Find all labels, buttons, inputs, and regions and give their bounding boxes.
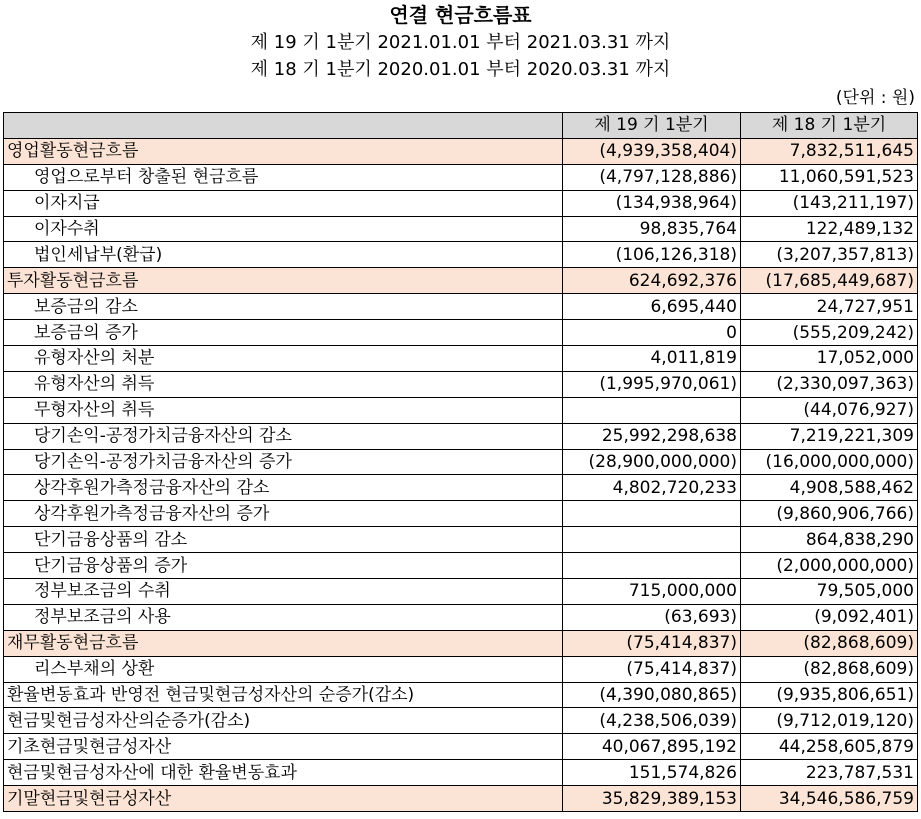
- row-prior: (3,207,357,813): [741, 242, 918, 268]
- header-current: 제 19 기 1분기: [563, 113, 741, 139]
- table-row: [4, 397, 918, 423]
- row-current: 25,992,298,638: [563, 423, 741, 449]
- row-current: [563, 553, 741, 579]
- row-prior: (9,935,806,651): [741, 682, 918, 708]
- row-prior: (44,076,927): [741, 397, 918, 423]
- row-current: 0: [563, 320, 741, 346]
- header-blank: [4, 113, 563, 139]
- table-row: [4, 216, 918, 242]
- table-row: [4, 501, 918, 527]
- table-row: [4, 320, 918, 346]
- row-label: 당기손익-공정가치금융자산의 증가: [4, 449, 563, 475]
- row-current: 715,000,000: [563, 579, 741, 605]
- row-current: [563, 397, 741, 423]
- row-prior: 44,258,605,879: [741, 734, 918, 760]
- row-prior: 7,832,511,645: [741, 138, 918, 164]
- table-row: [4, 682, 918, 708]
- table-row: [4, 604, 918, 630]
- row-label: 재무활동현금흐름: [4, 630, 563, 656]
- row-current: 4,011,819: [563, 346, 741, 372]
- row-current: [563, 527, 741, 553]
- table-row: [4, 164, 918, 190]
- row-label: 영업으로부터 창출된 현금흐름: [4, 164, 563, 190]
- table-row: [4, 449, 918, 475]
- row-current: (4,797,128,886): [563, 164, 741, 190]
- row-current: 35,829,389,153: [563, 786, 741, 812]
- row-prior: (143,211,197): [741, 190, 918, 216]
- row-current: (4,939,358,404): [563, 138, 741, 164]
- period-current: 제 19 기 1분기 2021.01.01 부터 2021.03.31 까지: [250, 32, 671, 53]
- row-prior: 17,052,000: [741, 346, 918, 372]
- row-prior: 864,838,290: [741, 527, 918, 553]
- row-current: (75,414,837): [563, 656, 741, 682]
- row-label: 영업활동현금흐름: [4, 138, 563, 164]
- row-label: 단기금융상품의 감소: [4, 527, 563, 553]
- table-row: [4, 734, 918, 760]
- table-row: [4, 475, 918, 501]
- row-prior: 7,219,221,309: [741, 423, 918, 449]
- row-label: 현금및현금성자산의순증가(감소): [4, 708, 563, 734]
- row-prior: 11,060,591,523: [741, 164, 918, 190]
- row-label: 상각후원가측정금융자산의 증가: [4, 501, 563, 527]
- row-current: [563, 501, 741, 527]
- row-current: (28,900,000,000): [563, 449, 741, 475]
- row-current: 6,695,440: [563, 294, 741, 320]
- table-row: [4, 579, 918, 605]
- row-current: 98,835,764: [563, 216, 741, 242]
- table-row: [4, 656, 918, 682]
- row-label: 보증금의 감소: [4, 294, 563, 320]
- table-row: [4, 423, 918, 449]
- row-prior: (9,712,019,120): [741, 708, 918, 734]
- row-label: 정부보조금의 수취: [4, 579, 563, 605]
- row-label: 기초현금및현금성자산: [4, 734, 563, 760]
- row-current: (1,995,970,061): [563, 371, 741, 397]
- table-row: [4, 553, 918, 579]
- row-current: 4,802,720,233: [563, 475, 741, 501]
- row-current: 624,692,376: [563, 268, 741, 294]
- table-row: [4, 760, 918, 786]
- row-label: 법인세납부(환급): [4, 242, 563, 268]
- table-row: [4, 190, 918, 216]
- row-prior: (82,868,609): [741, 656, 918, 682]
- row-current: (134,938,964): [563, 190, 741, 216]
- row-prior: 24,727,951: [741, 294, 918, 320]
- row-current: (63,693): [563, 604, 741, 630]
- row-prior: 4,908,588,462: [741, 475, 918, 501]
- cash-flow-table: [3, 112, 918, 812]
- row-label: 당기손익-공정가치금융자산의 감소: [4, 423, 563, 449]
- row-prior: 79,505,000: [741, 579, 918, 605]
- row-prior: (16,000,000,000): [741, 449, 918, 475]
- row-prior: 122,489,132: [741, 216, 918, 242]
- table-row: [4, 268, 918, 294]
- row-label: 유형자산의 취득: [4, 371, 563, 397]
- row-prior: (2,000,000,000): [741, 553, 918, 579]
- row-label: 단기금융상품의 증가: [4, 553, 563, 579]
- row-current: 151,574,826: [563, 760, 741, 786]
- row-label: 이자수취: [4, 216, 563, 242]
- row-current: (106,126,318): [563, 242, 741, 268]
- row-prior: (17,685,449,687): [741, 268, 918, 294]
- header-prior: 제 18 기 1분기: [741, 113, 918, 139]
- table-row: [4, 294, 918, 320]
- table-row: [4, 346, 918, 372]
- unit-label: (단위 : 원): [835, 88, 915, 108]
- row-label: 보증금의 증가: [4, 320, 563, 346]
- table-row: [4, 138, 918, 164]
- row-current: (4,238,506,039): [563, 708, 741, 734]
- row-label: 유형자산의 처분: [4, 346, 563, 372]
- row-label: 환율변동효과 반영전 현금및현금성자산의 순증가(감소): [4, 682, 563, 708]
- table-row: [4, 371, 918, 397]
- row-label: 상각후원가측정금융자산의 감소: [4, 475, 563, 501]
- row-prior: 223,787,531: [741, 760, 918, 786]
- row-label: 이자지급: [4, 190, 563, 216]
- table-row: [4, 786, 918, 812]
- table-header-row: [4, 113, 918, 139]
- row-label: 투자활동현금흐름: [4, 268, 563, 294]
- row-prior: (9,092,401): [741, 604, 918, 630]
- row-current: (4,390,080,865): [563, 682, 741, 708]
- row-current: (75,414,837): [563, 630, 741, 656]
- row-prior: (555,209,242): [741, 320, 918, 346]
- table-row: [4, 708, 918, 734]
- table-row: [4, 630, 918, 656]
- statement-title: 연결 현금흐름표: [389, 3, 532, 27]
- row-label: 기말현금및현금성자산: [4, 786, 563, 812]
- row-prior: 34,546,586,759: [741, 786, 918, 812]
- row-label: 리스부채의 상환: [4, 656, 563, 682]
- row-prior: (2,330,097,363): [741, 371, 918, 397]
- row-label: 현금및현금성자산에 대한 환율변동효과: [4, 760, 563, 786]
- row-label: 정부보조금의 사용: [4, 604, 563, 630]
- table-row: [4, 527, 918, 553]
- row-current: 40,067,895,192: [563, 734, 741, 760]
- row-prior: (9,860,906,766): [741, 501, 918, 527]
- period-prior: 제 18 기 1분기 2020.01.01 부터 2020.03.31 까지: [250, 59, 671, 80]
- row-label: 무형자산의 취득: [4, 397, 563, 423]
- table-row: [4, 242, 918, 268]
- row-prior: (82,868,609): [741, 630, 918, 656]
